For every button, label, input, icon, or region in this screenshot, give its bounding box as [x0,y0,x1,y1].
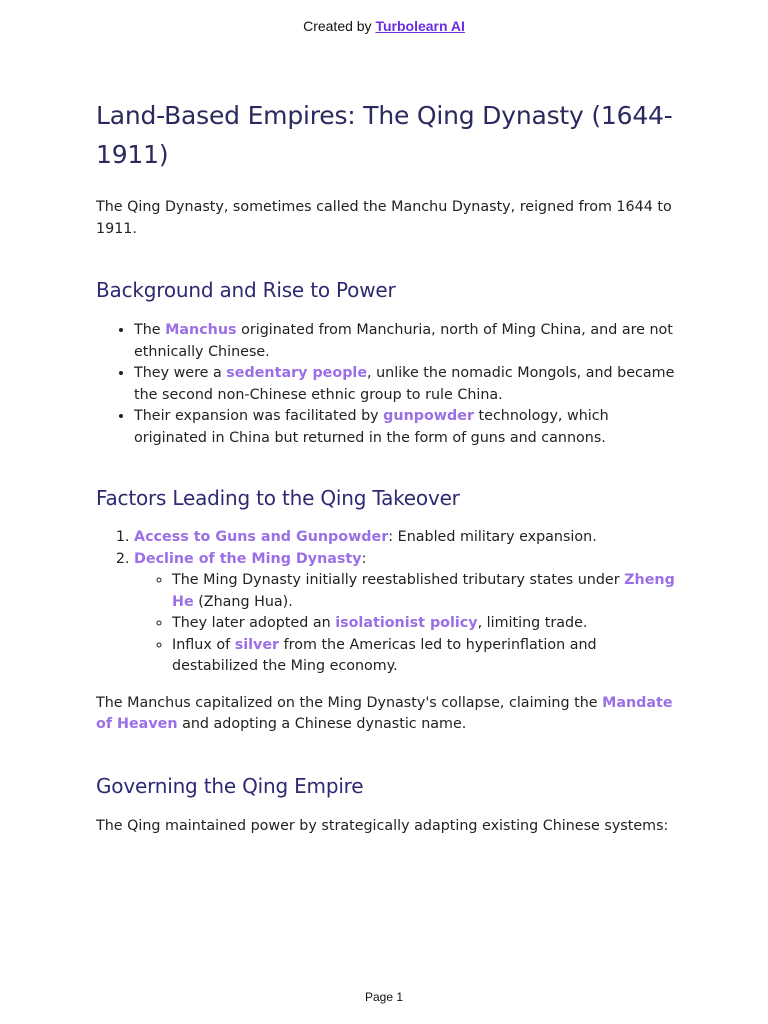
background-heading: Background and Rise to Power [96,278,396,302]
governing-heading: Governing the Qing Empire [96,773,364,798]
factors-list [96,527,680,678]
sublist-item: ◦ Influx of silver from the Americas led to hyperinflation and destabilized the Ming economy. [172,635,680,678]
keyword-silver: silver [234,636,280,653]
keyword-sedentary-people: sedentary people [226,365,368,381]
ming-decline-sublist [134,570,680,678]
manchus-paragraph: The Manchus capitalized on the Ming Dynasty's collapse, claiming the Mandate of Heaven and adopting a Chinese dynastic name. [96,694,673,732]
list-item: • They were a sedentary people, unlike the nomadic Mongols, and became the second non-Chinese ethnic group to rule China. [134,363,680,406]
sublist-item: ◦ They later adopted an isolationist policy, limiting trade. [172,613,680,635]
list-item: 2. Decline of the Ming Dynasty: ◦ The Ming Dynasty initially reestablished tributary states under Zheng He (Zhang Hua). ◦ They later adopted an isolationist policy, limiting trade. ◦ Influx of silver from the Americas led to hyperinflation and destabilized the Ming economy. [134,549,680,678]
turbolearn-link[interactable]: Turbolearn AI [375,18,465,34]
factors-heading: Factors Leading to the Qing Takeover [96,486,460,510]
list-item: • The Manchus originated from Manchuria, north of Ming China, and are not ethnically Chinese. [134,320,680,363]
page-number: Page 1 [364,990,404,1004]
document-body [96,96,680,837]
keyword-guns-gunpowder: Access to Guns and Gunpowder [134,529,389,545]
intro-paragraph: The Qing Dynasty, sometimes called the Manchu Dynasty, reigned from 1644 to 1911. [96,199,672,237]
keyword-manchus: Manchus [165,322,237,338]
keyword-ming-decline: Decline of the Ming Dynasty [134,550,362,567]
list-item: • Their expansion was facilitated by gunpowder technology, which originated in China but returned in the form of guns and cannons. [134,406,680,449]
keyword-gunpowder: gunpowder [383,408,474,424]
page-title: Land-Based Empires: The Qing Dynasty (1644-1911) [96,101,673,169]
governing-paragraph: The Qing maintained power by strategically adapting existing Chinese systems: [96,817,669,834]
keyword-zheng-he: Zheng He [172,572,675,610]
keyword-isolationist-policy: isolationist policy [335,615,478,631]
created-by-label: Created by [303,18,376,34]
sublist-item: ◦ The Ming Dynasty initially reestablished tributary states under Zheng He (Zhang Hua). [172,570,680,613]
background-list [96,320,680,449]
keyword-mandate-of-heaven: Mandate of Heaven [96,694,673,732]
list-item: 1. Access to Guns and Gunpowder: Enabled military expansion. [134,527,680,549]
page-header [0,18,768,34]
